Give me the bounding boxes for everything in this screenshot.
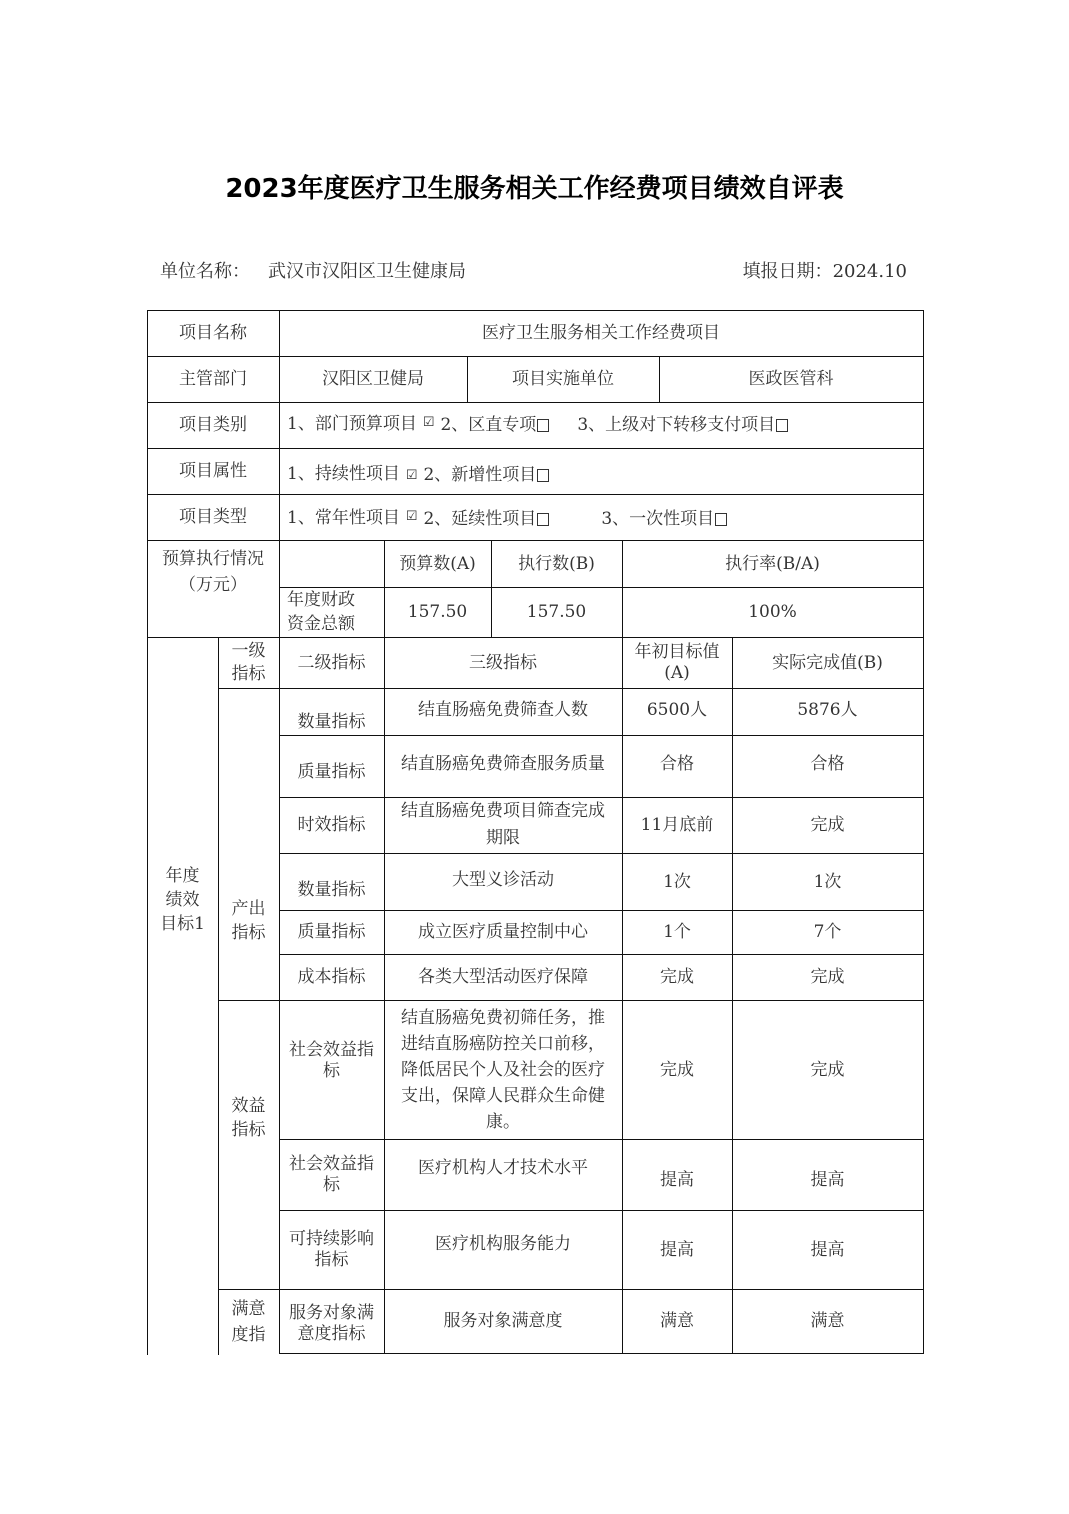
report-date	[743, 257, 907, 283]
label-line: （万元）	[179, 575, 247, 595]
text-line: 标	[323, 1174, 340, 1195]
text-line: 降低居民个人及社会的医疗	[401, 1059, 605, 1080]
indicator-level2	[279, 1040, 384, 1100]
attribute-option-2[interactable]	[423, 463, 549, 487]
table-border-right	[923, 310, 924, 1354]
label-line: 度指	[231, 1325, 266, 1345]
annual-funds-label	[279, 587, 384, 637]
department-value: 汉阳区卫健局	[322, 369, 424, 389]
output-indicators-group	[218, 895, 279, 947]
implementing-unit-value: 医政医管科	[748, 369, 834, 389]
label-line: 产出	[231, 899, 266, 919]
actual-value-header: 实际完成值(B)	[772, 652, 883, 673]
indicator-level3: 结直肠癌免费筛查人数	[418, 700, 588, 720]
label-line: 一级	[231, 640, 266, 661]
text-line: 意度指标	[297, 1324, 366, 1344]
label-line: 满意	[231, 1299, 266, 1319]
attribute-label: 项目属性	[179, 461, 247, 481]
text-line: 社会效益指	[289, 1153, 374, 1174]
label-line: 目标1	[160, 914, 205, 934]
execution-rate-value: 100%	[748, 602, 797, 622]
date-label: 填报日期：	[742, 261, 833, 282]
row-divider	[279, 1353, 923, 1354]
option-label: 3、上级对下转移支付项目	[577, 415, 776, 435]
category-option-2[interactable]	[440, 413, 549, 437]
text-line: 社会效益指	[289, 1040, 374, 1060]
attribute-option-1[interactable]	[287, 462, 423, 488]
option-label: 1、部门预算项目	[287, 414, 417, 434]
indicator-target: 11月底前	[640, 815, 714, 835]
text-line: 结直肠癌免费项目筛查完成	[401, 801, 605, 821]
checkbox-checked-icon[interactable]: ☑	[405, 509, 418, 524]
text-line: 指标	[314, 1249, 349, 1270]
label-line: 指标	[231, 663, 266, 684]
indicator-level2: 数量指标	[297, 712, 366, 732]
category-option-1[interactable]	[287, 412, 440, 438]
indicator-level2: 数量指标	[297, 880, 366, 900]
label-line: 年初目标值	[634, 641, 720, 662]
checkbox-checked-icon[interactable]: ☑	[422, 415, 435, 430]
checkbox-unchecked-icon[interactable]	[776, 419, 788, 432]
text-line: 康。	[486, 1111, 520, 1132]
executed-amount-value: 157.50	[526, 602, 587, 622]
indicator-actual: 合格	[810, 754, 845, 774]
indicator-actual: 提高	[810, 1239, 845, 1260]
budget-amount-value: 157.50	[407, 602, 468, 622]
indicator-level3: 大型义诊活动	[452, 870, 554, 890]
date-value: 2024.10	[832, 261, 907, 282]
indicator-level2: 质量指标	[297, 762, 366, 782]
indicator-target: 完成	[660, 967, 694, 987]
indicator-actual: 提高	[810, 1170, 845, 1190]
indicator-level3: 结直肠癌免费筛查服务质量	[401, 754, 605, 774]
label-line: 预算执行情况	[162, 549, 264, 569]
level2-header: 二级指标	[297, 652, 366, 673]
execution-rate-header: 执行率(B/A)	[725, 553, 820, 574]
indicator-target: 合格	[660, 754, 694, 774]
label-line: 指标	[231, 1120, 266, 1140]
type-options	[279, 496, 923, 542]
indicator-level3	[384, 1000, 622, 1139]
label-line: 资金总额	[287, 614, 355, 634]
indicator-level2	[279, 1289, 384, 1353]
checkbox-unchecked-icon[interactable]	[537, 419, 549, 432]
checkbox-unchecked-icon[interactable]	[537, 469, 549, 482]
indicator-target: 满意	[660, 1311, 694, 1331]
type-option-1[interactable]	[287, 506, 423, 532]
label-line: 年度财政	[287, 590, 355, 610]
page-title: 2023年度医疗卫生服务相关工作经费项目绩效自评表	[225, 174, 844, 204]
type-label: 项目类型	[179, 507, 247, 527]
indicator-level2	[279, 1139, 384, 1210]
benefit-indicators-group	[218, 1092, 279, 1144]
indicator-level2	[279, 1210, 384, 1289]
label-line: 指标	[231, 923, 266, 943]
checkbox-checked-icon[interactable]: ☑	[405, 468, 418, 483]
indicator-target: 1个	[663, 922, 691, 942]
text-line: 进结直肠癌防控关口前移，	[401, 1033, 605, 1054]
text-line: 标	[323, 1061, 340, 1081]
indicator-target: 提高	[660, 1239, 694, 1260]
indicator-level3	[384, 797, 622, 853]
annual-goal-label	[147, 860, 218, 940]
project-name-label: 项目名称	[179, 323, 247, 343]
indicator-level2: 时效指标	[297, 815, 366, 835]
indicator-target: 6500人	[646, 700, 708, 720]
label-line: 效益	[231, 1096, 266, 1116]
option-label: 2、延续性项目	[423, 509, 537, 529]
indicator-actual: 完成	[810, 967, 845, 987]
project-name-value: 医疗卫生服务相关工作经费项目	[482, 323, 720, 343]
budget-amount-header: 预算数(A)	[399, 553, 476, 574]
type-option-3[interactable]	[601, 507, 727, 531]
option-label: 2、区直专项	[440, 415, 537, 435]
checkbox-unchecked-icon[interactable]	[537, 513, 549, 526]
text-line: 期限	[486, 828, 520, 848]
indicator-actual: 1次	[813, 871, 842, 892]
budget-execution-label	[147, 546, 279, 606]
indicator-level3: 各类大型活动医疗保障	[418, 967, 588, 987]
indicator-target: 1次	[663, 871, 691, 892]
option-label: 3、一次性项目	[601, 509, 715, 529]
option-label: 1、常年性项目	[287, 508, 400, 528]
option-label: 1、持续性项目	[287, 464, 400, 484]
indicator-level3: 服务对象满意度	[443, 1311, 563, 1331]
indicator-actual: 完成	[810, 1059, 845, 1080]
department-label: 主管部门	[179, 369, 247, 389]
indicator-target: 提高	[660, 1170, 694, 1190]
satisfaction-indicators-group	[218, 1296, 279, 1348]
indicator-level3: 医疗机构人才技术水平	[418, 1158, 588, 1178]
target-value-header	[622, 637, 732, 688]
attribute-options	[279, 452, 923, 498]
indicator-target: 完成	[660, 1059, 694, 1080]
unit-value: 武汉市汉阳区卫生健康局	[268, 261, 466, 282]
label-line: 绩效	[165, 890, 200, 910]
text-line: 服务对象满	[289, 1303, 374, 1323]
option-label: 2、新增性项目	[423, 465, 537, 485]
text-line: 支出，保障人民群众生命健	[401, 1085, 605, 1106]
category-option-3[interactable]	[577, 413, 788, 437]
unit-info	[160, 257, 466, 283]
indicator-level3: 成立医疗质量控制中心	[418, 922, 588, 942]
implementing-unit-label: 项目实施单位	[512, 369, 614, 389]
category-options	[279, 402, 923, 448]
indicator-actual: 5876人	[797, 700, 858, 720]
indicator-actual: 满意	[810, 1311, 845, 1331]
indicator-level2: 成本指标	[297, 967, 366, 987]
text-line: 结直肠癌免费初筛任务，推	[401, 1007, 605, 1028]
checkbox-unchecked-icon[interactable]	[715, 513, 727, 526]
label-line: 年度	[165, 866, 200, 886]
executed-amount-header: 执行数(B)	[518, 553, 595, 574]
level1-header	[218, 637, 279, 688]
type-option-2[interactable]	[423, 507, 549, 531]
indicator-level2: 质量指标	[297, 922, 366, 942]
level3-header: 三级指标	[469, 652, 537, 673]
indicator-level3: 医疗机构服务能力	[435, 1234, 571, 1254]
text-line: 可持续影响	[289, 1228, 374, 1249]
indicator-actual: 7个	[813, 922, 842, 942]
label-line: (A)	[664, 662, 690, 683]
unit-label: 单位名称：	[160, 261, 250, 282]
category-label: 项目类别	[179, 415, 247, 435]
indicator-actual: 完成	[810, 815, 845, 835]
col-divider	[218, 637, 219, 1355]
